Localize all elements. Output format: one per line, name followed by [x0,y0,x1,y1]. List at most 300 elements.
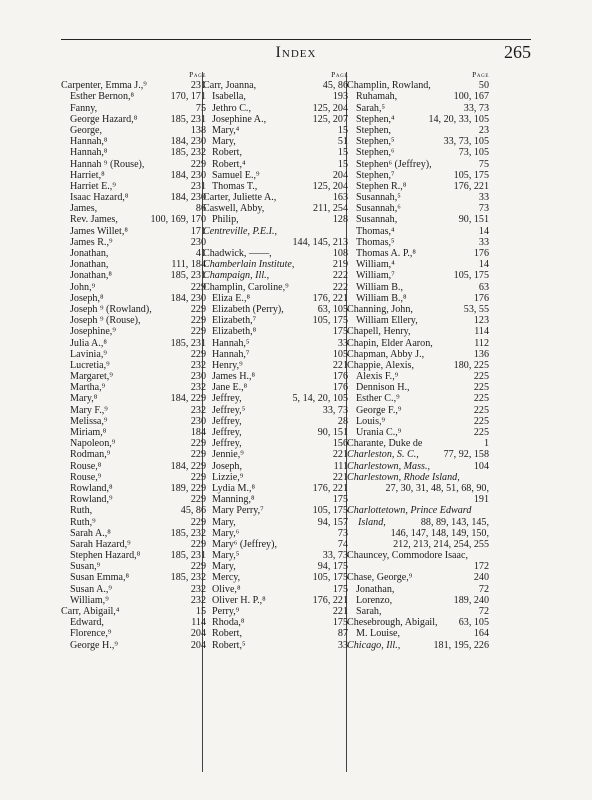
entry-pages: 185, 232 [170,572,206,584]
entry-pages: 175 [332,326,348,338]
entry-pages: 105, 175 [312,315,348,327]
entry-pages: 184, 230 [170,192,206,204]
entry-name: Isabella, [212,91,246,103]
index-entry [347,550,489,561]
index-entry [61,595,206,606]
entry-name: Chamberlain Institute, [203,259,295,271]
entry-pages: 156 [332,438,348,450]
index-entry [203,606,348,617]
entry-name: Henry,⁹ [212,359,243,371]
entry-pages: 229 [190,538,206,550]
entry-name: Joseph,⁸ [70,292,104,304]
entry-pages: 225 [473,415,489,427]
entry-pages: 146, 147, 148, 149, 150, [390,527,489,539]
index-entry [203,584,348,595]
entry-name: Jonathan, [356,583,395,595]
entry-name: James, [70,203,98,215]
index-entry [203,550,348,561]
index-entry [347,595,489,606]
entry-pages: 225 [473,371,489,383]
entry-name: Rouse,⁹ [70,471,102,483]
entry-pages: 232 [190,583,206,595]
entry-pages: 114 [474,326,489,338]
entry-pages: 176, 221 [453,180,489,192]
index-entry [203,170,348,181]
entry-name: Jethro C., [212,102,251,114]
entry-name: Jonathan, [70,248,109,259]
entry-pages: 229 [190,303,206,315]
index-entry [347,360,489,371]
index-entry [347,382,489,393]
index-entry [203,617,348,628]
page-column-label: Page [189,70,206,79]
index-entry [61,449,206,460]
entry-name: Ruth, [70,505,93,517]
entry-pages: 136 [473,348,489,360]
entry-name: William Ellery, [356,315,418,327]
entry-name: Mary, [212,136,236,148]
index-entry [203,483,348,494]
index-entry [203,393,348,404]
entry-name: Rowland,⁹ [70,494,113,506]
entry-name: Chappie, Alexis, [347,359,415,371]
entry-pages: 231 [190,80,206,92]
index-entry [347,136,489,147]
entry-pages: 28 [337,415,348,427]
entry-name: Jonathan, [70,259,109,271]
entry-pages: 15 [195,606,206,617]
index-entry [61,259,206,270]
entry-name: James R.,⁹ [70,236,113,248]
index-entry [347,293,489,304]
index-entry [61,572,206,583]
entry-pages: 176 [473,248,489,259]
entry-name: Jonathan,⁸ [70,270,112,282]
entry-pages: 181, 195, 226 [433,639,489,651]
index-entry [61,248,206,259]
entry-name: Isaac Hazard,⁸ [70,192,129,204]
page-number: 265 [504,42,531,62]
entry-pages: 87 [337,628,348,640]
entry-name: James H.,⁸ [212,371,256,383]
entry-pages: 211, 254 [313,203,348,215]
index-entry [203,572,348,583]
entry-name: Chesebrough, Abigail, [347,617,438,629]
entry-pages: 212, 213, 214, 254, 255 [393,538,489,550]
entry-pages: 176 [473,292,489,304]
index-entry [203,628,348,639]
index-entry [203,349,348,360]
index-entry [61,584,206,595]
entry-name: Stephen,⁴ [356,113,395,125]
entry-name: Mary, [212,561,236,573]
entry-pages: 229 [190,494,206,506]
entry-name: Chicago, Ill., [347,639,401,651]
entry-name: Susan Emma,⁸ [70,572,130,584]
entry-name: Mary⁶ (Jeffrey), [212,538,277,550]
entry-pages: 176, 221 [312,594,348,606]
index-entry [347,192,489,203]
entry-pages: 232 [190,404,206,416]
entry-pages: 74 [337,538,348,550]
entry-name: Mary Perry,⁷ [212,505,264,517]
entry-pages: 73, 105 [458,147,489,159]
entry-name: Mary, [212,516,236,528]
index-entry [61,282,206,293]
entry-pages: 229 [190,326,206,338]
index-entry [203,226,348,237]
entry-name: George, [70,124,103,136]
entry-pages: 189, 229 [170,482,206,494]
entry-name: Charlestown, Mass., [347,460,431,472]
entry-name: Carpenter, Emma J.,⁹ [61,80,147,92]
entry-pages: 176 [332,371,348,383]
index-column-2 [203,69,348,651]
index-entry [203,103,348,114]
entry-name: Mary,⁵ [212,550,240,562]
entry-pages: 51 [337,136,348,148]
entry-name: Mary,⁸ [70,393,98,405]
entry-name: Samuel E.,⁹ [212,169,260,181]
index-entry [61,237,206,248]
entry-pages: 225 [473,393,489,405]
entry-pages: 229 [190,449,206,461]
entry-name: Champlin, Rowland, [347,80,431,92]
entry-name: Channing, John, [347,303,413,315]
index-entry [61,427,206,438]
index-entry [347,326,489,337]
entry-name: Harriet E.,⁹ [70,180,116,192]
entry-name: Chapin, Elder Aaron, [347,337,433,349]
entry-name: Jeffrey, [212,438,242,450]
index-entry [203,203,348,214]
entry-name: Carr, Abigail,⁴ [61,606,120,617]
index-entry [61,494,206,505]
entry-name: Edward, [70,617,104,629]
entry-pages: 170, 171 [170,91,206,103]
index-entry [347,494,489,505]
entry-pages: 221 [332,471,348,483]
entry-name: Susannah, [356,214,398,226]
entry-pages: 15 [337,147,348,159]
entry-name: Olive,⁸ [212,583,241,595]
entry-name: Thomas,⁵ [356,236,395,248]
index-entry [347,371,489,382]
index-entry [347,438,489,449]
entry-name: Esther Bernon,⁸ [70,91,135,103]
entry-pages: 104 [473,460,489,472]
index-entry [203,159,348,170]
index-entry [203,214,348,225]
entry-pages: 232 [190,382,206,394]
index-entry [347,517,489,528]
entry-name: Ruth,⁹ [70,516,96,528]
entry-name: Thomas T., [212,180,258,192]
entry-pages: 171 [190,225,206,237]
index-entry [347,226,489,237]
entry-pages: 72 [478,583,489,595]
index-entry [347,628,489,639]
index-entry [347,427,489,438]
entry-pages: 14, 20, 33, 105 [428,113,489,125]
entry-pages: 219 [332,259,348,271]
entry-pages [485,505,489,516]
index-entry [61,226,206,237]
index-entry [347,214,489,225]
entry-name: Sarah, [356,606,382,617]
index-entry [61,606,206,617]
entry-pages: 90, 151 [317,427,348,438]
entry-pages: 185, 231 [170,270,206,282]
entry-pages: 33, 73 [322,550,348,562]
index-entry [203,371,348,382]
index-entry [347,282,489,293]
entry-pages: 225 [473,382,489,394]
entry-pages: 175 [332,494,348,506]
index-entry [61,438,206,449]
entry-name: Louis,⁹ [356,415,386,427]
entry-pages: 225 [473,404,489,416]
entry-name: Charlottetown, Prince Edward [347,505,472,517]
entry-name: Lavinia,⁹ [70,348,107,360]
entry-pages: 33 [337,337,348,349]
index-entry [347,237,489,248]
entry-pages: 111 [333,460,348,472]
index-entry [61,159,206,170]
entry-name: Joseph ⁹ (Rowland), [70,303,152,315]
index-entry [61,393,206,404]
entry-name: Susan,⁹ [70,561,101,573]
entry-pages: 33 [478,236,489,248]
index-entry [203,449,348,460]
entry-pages: 240 [473,572,489,584]
index-entry [203,192,348,203]
entry-pages: 90, 151 [458,214,489,226]
entry-pages: 229 [190,471,206,483]
entry-name: Mary,⁴ [212,124,240,136]
entry-name: Stephen R.,⁸ [356,180,407,192]
entry-name: Elizabeth (Perry), [212,303,284,315]
entry-name: Joseph ⁹ (Rouse), [70,315,141,327]
entry-pages: 50 [478,80,489,92]
entry-name: Jane E.,⁸ [212,382,248,394]
entry-pages: 73 [478,203,489,215]
entry-name: Susannah,⁵ [356,192,401,204]
index-entry [203,237,348,248]
entry-name: Martha,⁹ [70,382,106,394]
index-entry [61,125,206,136]
entry-name: William,⁹ [70,594,109,606]
index-column-1 [61,69,206,651]
index-entry [203,270,348,281]
entry-pages: 230 [190,371,206,383]
index-entry [347,617,489,628]
index-entry [347,203,489,214]
entry-name: Sarah,⁵ [356,102,386,114]
index-entry [203,405,348,416]
entry-pages: 41 [195,248,206,259]
entry-pages: 105, 175 [312,505,348,517]
entry-name: Susannah,⁶ [356,203,401,215]
entry-pages: 72 [478,606,489,617]
index-entry [347,248,489,259]
entry-name: Robert,⁴ [212,158,246,170]
entry-name: John,⁹ [70,281,96,293]
entry-pages: 105, 175 [453,169,489,181]
index-entry [347,338,489,349]
entry-pages: 88, 89, 143, 145, [420,516,489,528]
entry-name: Josephine A., [212,113,267,125]
entry-pages: 175 [332,583,348,595]
index-entry [203,595,348,606]
index-entry [347,159,489,170]
entry-name: Jennie,⁹ [212,449,244,461]
entry-name: Stephen⁶ (Jeffrey), [356,158,432,170]
entry-pages: 204 [190,639,206,651]
entry-pages: 229 [190,315,206,327]
entry-pages [485,550,489,561]
index-column-3 [347,69,489,651]
entry-name: Sarah Hazard,⁹ [70,538,131,550]
entry-pages: 105, 175 [453,270,489,282]
entry-pages: 33, 73 [463,102,489,114]
entry-name: Lizzie,⁹ [212,471,244,483]
entry-name: Napoleon,⁹ [70,438,116,450]
entry-name: Dennison H., [356,382,410,394]
entry-pages: 163 [332,192,348,204]
index-entry [347,103,489,114]
entry-name: James Willet,⁸ [70,225,128,237]
index-entry [61,472,206,483]
entry-name: Fanny, [70,102,98,114]
entry-name: Chapell, Henry, [347,326,411,338]
entry-pages: 63, 105 [317,303,348,315]
entry-name: Perry,⁹ [212,606,240,617]
entry-name: Hannah,⁷ [212,348,250,360]
index-entry [61,80,206,91]
entry-name: Jeffrey, [212,415,242,427]
entry-pages: 114 [191,617,206,629]
entry-pages: 184, 229 [170,460,206,472]
entry-name: Centreville, P.E.I., [203,225,278,237]
entry-pages: 184 [190,427,206,438]
entry-pages: 232 [190,594,206,606]
index-entry [61,617,206,628]
index-entry [347,91,489,102]
index-entry [203,539,348,550]
index-entry [347,461,489,472]
entry-name: Mary,⁶ [212,527,240,539]
entry-pages: 105, 175 [312,572,348,584]
entry-name: Jeffrey, [212,427,242,438]
entry-pages: 105 [332,348,348,360]
entry-pages: 184, 230 [170,136,206,148]
index-entry [203,315,348,326]
index-entry [347,472,489,483]
entry-name: Rowland,⁸ [70,482,113,494]
entry-pages: 45, 86 [180,505,206,517]
entry-pages: 45, 86 [322,80,348,92]
index-entry [61,338,206,349]
entry-pages: 230 [190,415,206,427]
index-entry [203,114,348,125]
entry-pages: 229 [190,516,206,528]
entry-pages: 229 [190,561,206,573]
index-entry [347,349,489,360]
entry-pages: 232 [190,359,206,371]
index-entry [347,147,489,158]
index-entry [61,214,206,225]
index-entry [61,517,206,528]
entry-name: Florence,⁹ [70,628,112,640]
entry-name: William,⁴ [356,259,395,271]
index-entry [203,304,348,315]
index-entry [203,472,348,483]
index-entry [61,505,206,516]
entry-pages: 125, 204 [312,180,348,192]
entry-pages: 189, 240 [453,594,489,606]
entry-pages: 27, 30, 31, 48, 51, 68, 90, [385,482,489,494]
index-entry [347,528,489,539]
entry-name: Stephen, [356,124,392,136]
entry-name: Harriet,⁸ [70,169,105,181]
index-entry [203,293,348,304]
entry-pages: 33, 73 [322,404,348,416]
entry-name: Stephen,⁵ [356,136,395,148]
entry-pages: 33, 73, 105 [443,136,489,148]
index-entry [61,461,206,472]
entry-name: Charlestown, Rhode Island, [347,471,460,483]
entry-pages: 184, 230 [170,292,206,304]
index-entry [61,326,206,337]
page-column-label: Page [331,70,348,79]
entry-name: Hannah,⁸ [70,136,108,148]
index-entry [203,461,348,472]
entry-pages: 184, 230 [170,169,206,181]
entry-pages: 185, 232 [170,147,206,159]
index-entry [347,640,489,651]
entry-pages: 144, 145, 213 [292,236,348,248]
entry-pages: 176, 221 [312,482,348,494]
entry-pages: 53, 55 [463,303,489,315]
entry-name: Island, [358,516,386,528]
index-entry [61,561,206,572]
index-entry [203,438,348,449]
index-entry [203,561,348,572]
entry-pages: 221 [332,606,348,617]
index-entry [61,628,206,639]
entry-name: Rev. James, [70,214,118,226]
entry-pages: 86 [195,203,206,215]
entry-name: Stephen Hazard,⁸ [70,550,141,562]
index-entry [61,640,206,651]
entry-pages: 172 [473,561,489,573]
entry-name: Rhoda,⁸ [212,617,245,629]
entry-name: Lydia M.,⁸ [212,482,256,494]
entry-name: Robert,⁵ [212,639,246,651]
entry-pages: 123 [473,315,489,327]
entry-pages: 225 [473,427,489,438]
entry-name: Hannah ⁹ (Rouse), [70,158,145,170]
index-entry [203,181,348,192]
index-entry [61,270,206,281]
entry-pages: 229 [190,348,206,360]
index-entry [61,416,206,427]
entry-name: Stephen,⁷ [356,169,395,181]
index-entry [203,416,348,427]
entry-pages: 138 [190,124,206,136]
index-entry [61,371,206,382]
